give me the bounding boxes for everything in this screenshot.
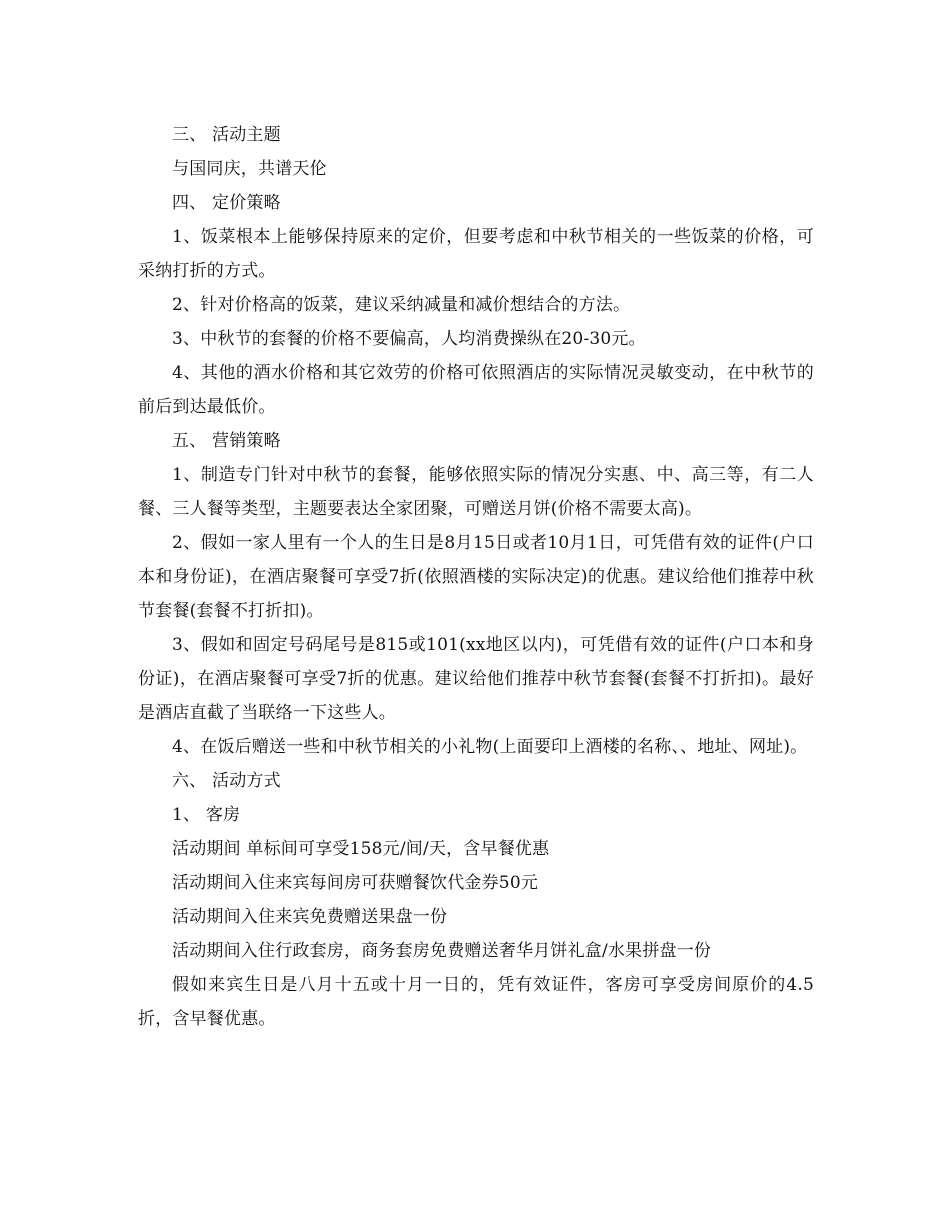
marketing-item-1: 1、制造专门针对中秋节的套餐，能够依照实际的情况分实惠、中、高三等，有二人餐、三人餐等类型，主题要表达全家团聚，可赠送月饼(价格不需要太高)。 [138, 465, 814, 519]
marketing-item-3: 3、假如和固定号码尾号是815或101(xx地区以内)，可凭借有效的证件(户口本和身份证)，在酒店聚餐可享受7折的优惠。建议给他们推荐中秋节套餐(套餐不打折扣)。最好是酒店直截了当联络一下这些人。 [138, 635, 814, 723]
subheading-rooms: 1、 客房 [172, 805, 241, 825]
marketing-item-4: 4、在饭后赠送一些和中秋节相关的小礼物(上面要印上酒楼的名称、、地址、网址)。 [172, 737, 808, 757]
pricing-item-1: 1、饭菜根本上能够保持原来的定价，但要考虑和中秋节相关的一些饭菜的价格，可采纳打折的方式。 [138, 227, 814, 281]
section-heading-marketing-strategy: 五、 营销策略 [172, 431, 281, 451]
room-offer-4: 活动期间入住行政套房，商务套房免费赠送奢华月饼礼盒/水果拼盘一份 [172, 941, 712, 961]
document-body [138, 118, 814, 1036]
pricing-item-3: 3、中秋节的套餐的价格不要偏高，人均消费操纵在20-30元。 [172, 329, 646, 349]
section-heading-pricing-strategy: 四、 定价策略 [172, 193, 281, 213]
room-offer-3: 活动期间入住来宾免费赠送果盘一份 [172, 907, 448, 927]
pricing-item-4: 4、其他的酒水价格和其它效劳的价格可依照酒店的实际情况灵敏变动，在中秋节的前后到达最低价。 [138, 363, 814, 417]
section-heading-activity-method: 六、 活动方式 [172, 771, 281, 791]
room-offer-5: 假如来宾生日是八月十五或十月一日的，凭有效证件，客房可享受房间原价的4.5折，含早餐优惠。 [138, 975, 814, 1029]
room-offer-1: 活动期间 单标间可享受158元/间/天，含早餐优惠 [172, 839, 550, 859]
section-heading-activity-theme: 三、 活动主题 [172, 125, 281, 145]
activity-theme-text: 与国同庆，共谱天伦 [172, 159, 327, 179]
pricing-item-2: 2、针对价格高的饭菜，建议采纳减量和减价想结合的方法。 [172, 295, 631, 315]
room-offer-2: 活动期间入住来宾每间房可获赠餐饮代金券50元 [172, 873, 539, 893]
marketing-item-2: 2、假如一家人里有一个人的生日是8月15日或者10月1日，可凭借有效的证件(户口本和身份证)，在酒店聚餐可享受7折(依照酒楼的实际决定)的优惠。建议给他们推荐中秋节套餐(套餐不打折扣)。 [138, 533, 814, 621]
